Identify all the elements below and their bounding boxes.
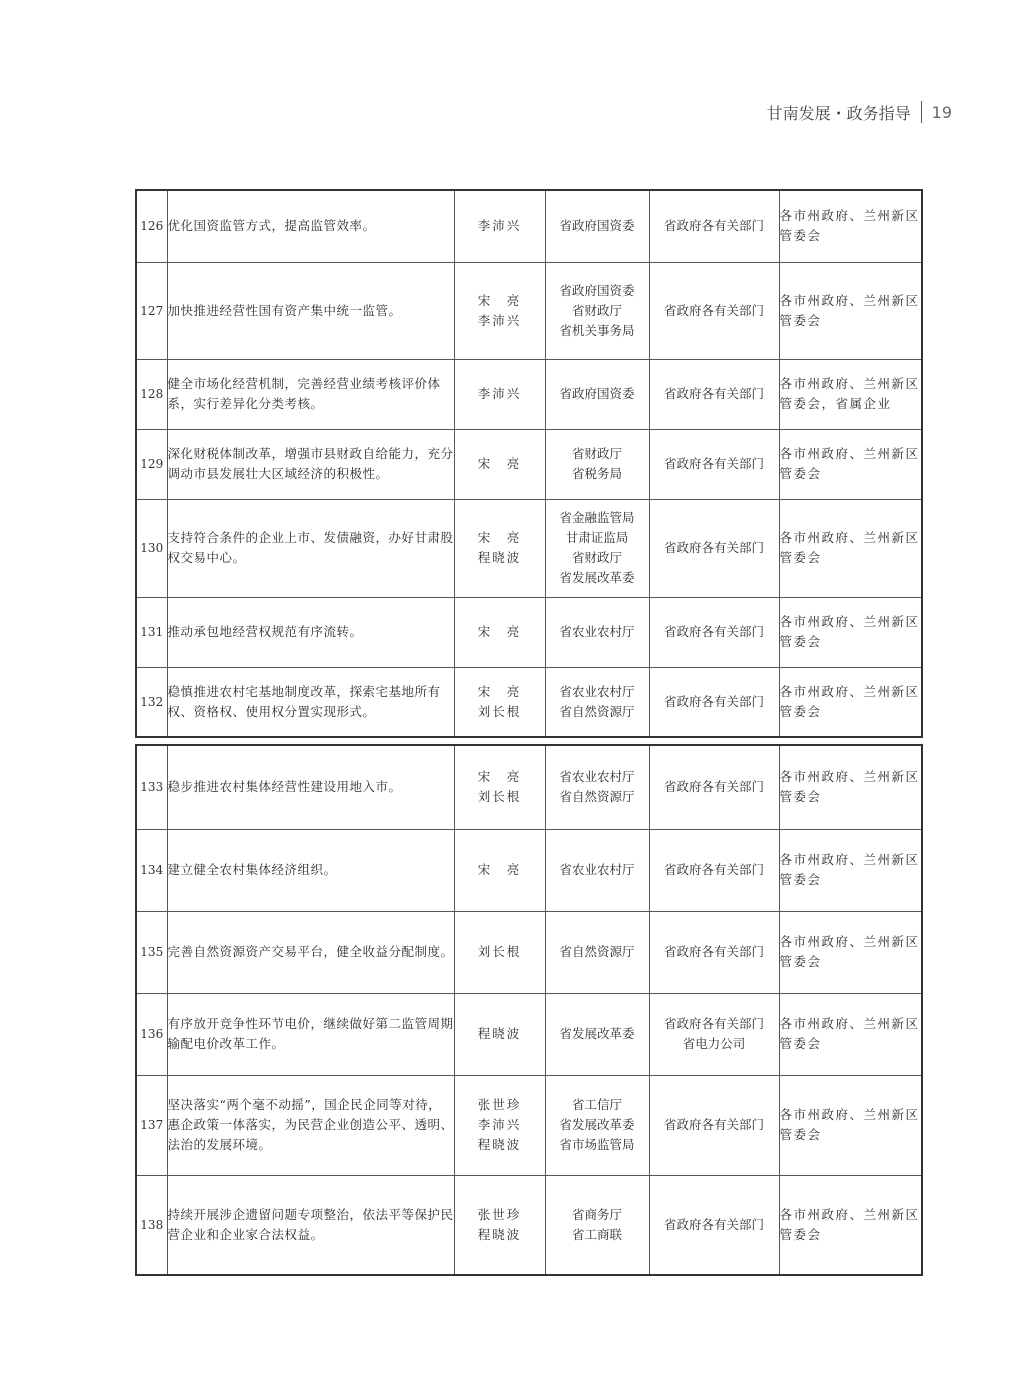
lead-department-line: 省商务厅 [571, 1206, 622, 1222]
responsible-leader-line: 刘长根 [477, 703, 522, 719]
row-number: 129 [136, 429, 167, 499]
lead-department-line: 省财政厅 [571, 446, 622, 461]
row-number: 133 [136, 745, 167, 829]
responsible-leader [454, 190, 545, 262]
lead-department-line: 省财政厅 [571, 550, 622, 565]
responsible-unit: 各市州政府、兰州新区管委会 [779, 190, 922, 262]
responsible-leader [454, 1175, 545, 1275]
cooperating-department [649, 499, 779, 597]
lead-department-line: 省市场监管局 [559, 1137, 635, 1152]
lead-department-line: 省工信厅 [571, 1097, 622, 1112]
lead-department-line: 省发展改革委 [559, 1117, 635, 1132]
responsible-leader [454, 993, 545, 1075]
cooperating-department [649, 190, 779, 262]
cooperating-department [649, 262, 779, 359]
row-number: 127 [136, 262, 167, 359]
responsible-unit: 各市州政府、兰州新区管委会 [779, 667, 922, 737]
lead-department [545, 1075, 649, 1175]
cooperating-department [649, 1075, 779, 1175]
table-row [136, 190, 922, 262]
responsible-unit: 各市州政府、兰州新区管委会 [779, 911, 922, 993]
cooperating-department-line: 省政府各有关部门 [663, 1216, 764, 1232]
cooperating-department-line: 省政府各有关部门 [663, 1016, 764, 1031]
responsible-leader-line: 李沛兴 [477, 312, 522, 328]
lead-department-line: 省自然资源厅 [559, 789, 635, 805]
responsible-unit: 各市州政府、兰州新区管委会 [779, 745, 922, 829]
responsible-unit: 各市州政府、兰州新区管委会 [779, 829, 922, 911]
row-number: 134 [136, 829, 167, 911]
responsible-leader-line: 张世珍 [477, 1206, 522, 1222]
responsible-leader [454, 262, 545, 359]
task-text: 深化财税体制改革，增强市县财政自给能力，充分调动市县发展壮大区域经济的积极性。 [167, 429, 454, 499]
table-row [136, 667, 922, 737]
lead-department-line: 省自然资源厅 [559, 703, 635, 719]
cooperating-department [649, 993, 779, 1075]
lead-department-line: 省机关事务局 [559, 322, 635, 338]
task-text: 支持符合条件的企业上市、发债融资，办好甘肃股权交易中心。 [167, 499, 454, 597]
row-number: 131 [136, 597, 167, 667]
cooperating-department [649, 1175, 779, 1275]
responsible-leader [454, 429, 545, 499]
responsible-leader [454, 911, 545, 993]
row-number: 136 [136, 993, 167, 1075]
cooperating-department [649, 745, 779, 829]
responsible-leader [454, 829, 545, 911]
lead-department-line: 省政府国资委 [559, 282, 635, 298]
running-header [767, 100, 952, 124]
lead-department [545, 499, 649, 597]
lead-department-line: 省发展改革委 [559, 1026, 635, 1041]
lead-department [545, 829, 649, 911]
task-text: 加快推进经营性国有资产集中统一监管。 [167, 262, 454, 359]
lead-department [545, 1175, 649, 1275]
responsible-leader [454, 499, 545, 597]
cooperating-department [649, 667, 779, 737]
task-text: 推动承包地经营权规范有序流转。 [167, 597, 454, 667]
lead-department [545, 993, 649, 1075]
cooperating-department [649, 359, 779, 429]
lead-department [545, 429, 649, 499]
lead-department [545, 262, 649, 359]
responsible-unit: 各市州政府、兰州新区管委会 [779, 993, 922, 1075]
cooperating-department-line: 省政府各有关部门 [663, 693, 764, 709]
responsible-leader [454, 667, 545, 737]
table-row [136, 499, 922, 597]
lead-department-line: 省政府国资委 [559, 218, 635, 234]
lead-department-line: 省农业农村厅 [559, 769, 635, 785]
cooperating-department-line: 省政府各有关部门 [663, 1117, 764, 1132]
cooperating-department-line: 省政府各有关部门 [663, 302, 764, 318]
responsible-leader-line: 李沛兴 [477, 218, 522, 234]
cooperating-department-line: 省政府各有关部门 [663, 540, 764, 555]
responsible-leader [454, 359, 545, 429]
responsible-leader [454, 597, 545, 667]
task-text: 稳慎推进农村宅基地制度改革，探索宅基地所有权、资格权、使用权分置实现形式。 [167, 667, 454, 737]
lead-department-line: 省财政厅 [571, 302, 622, 318]
lead-department [545, 359, 649, 429]
responsible-leader-line: 刘长根 [477, 789, 522, 805]
cooperating-department-line: 省电力公司 [682, 1036, 746, 1051]
cooperating-department-line: 省政府各有关部门 [663, 862, 764, 877]
responsible-leader-line: 程晓波 [477, 1026, 522, 1041]
responsible-unit: 各市州政府、兰州新区管委会 [779, 1175, 922, 1275]
task-text: 建立健全农村集体经济组织。 [167, 829, 454, 911]
responsible-leader-line: 李沛兴 [477, 386, 522, 401]
responsible-leader-line: 宋 亮 [477, 456, 522, 471]
lead-department-line: 省税务局 [571, 466, 622, 481]
responsible-leader-line: 张世珍 [477, 1097, 522, 1112]
responsible-leader-line: 宋 亮 [477, 530, 522, 545]
responsible-unit: 各市州政府、兰州新区管委会 [779, 499, 922, 597]
responsible-leader-line: 宋 亮 [477, 292, 522, 308]
cooperating-department-line: 省政府各有关部门 [663, 218, 764, 234]
responsible-unit: 各市州政府、兰州新区管委会 [779, 1075, 922, 1175]
task-text: 完善自然资源资产交易平台，健全收益分配制度。 [167, 911, 454, 993]
task-text: 坚决落实“两个毫不动摇”，国企民企同等对待，惠企政策一体落实，为民营企业创造公平、透明、法治的发展环境。 [167, 1075, 454, 1175]
lead-department-line: 省发展改革委 [559, 570, 635, 585]
task-table-1 [135, 189, 923, 738]
header-divider [921, 101, 922, 123]
responsible-unit: 各市州政府、兰州新区管委会 [779, 429, 922, 499]
responsible-unit: 各市州政府、兰州新区管委会，省属企业 [779, 359, 922, 429]
table-row [136, 429, 922, 499]
responsible-leader-line: 宋 亮 [477, 624, 522, 639]
cooperating-department [649, 429, 779, 499]
table-row [136, 993, 922, 1075]
lead-department [545, 745, 649, 829]
responsible-leader-line: 宋 亮 [477, 862, 522, 877]
lead-department-line: 省农业农村厅 [559, 862, 635, 877]
table-row [136, 262, 922, 359]
lead-department [545, 190, 649, 262]
row-number: 130 [136, 499, 167, 597]
row-number: 128 [136, 359, 167, 429]
lead-department-line: 省农业农村厅 [559, 624, 635, 639]
task-text: 有序放开竞争性环节电价，继续做好第二监管周期输配电价改革工作。 [167, 993, 454, 1075]
responsible-unit: 各市州政府、兰州新区管委会 [779, 262, 922, 359]
responsible-leader-line: 刘长根 [477, 944, 522, 959]
table-row [136, 597, 922, 667]
table-row [136, 1175, 922, 1275]
cooperating-department-line: 省政府各有关部门 [663, 944, 764, 959]
responsible-leader [454, 745, 545, 829]
task-text: 稳步推进农村集体经营性建设用地入市。 [167, 745, 454, 829]
table-row [136, 911, 922, 993]
lead-department [545, 911, 649, 993]
lead-department-line: 甘肃证监局 [565, 530, 629, 545]
task-text: 健全市场化经营机制，完善经营业绩考核评价体系，实行差异化分类考核。 [167, 359, 454, 429]
cooperating-department [649, 911, 779, 993]
row-number: 132 [136, 667, 167, 737]
responsible-leader-line: 程晓波 [477, 1137, 522, 1152]
lead-department [545, 667, 649, 737]
header-title: 甘南发展・政务指导 [766, 103, 911, 123]
cooperating-department-line: 省政府各有关部门 [663, 456, 764, 471]
page-number: 19 [931, 102, 952, 122]
lead-department [545, 597, 649, 667]
lead-department-line: 省农业农村厅 [559, 683, 635, 699]
table-row [136, 1075, 922, 1175]
cooperating-department [649, 829, 779, 911]
row-number: 137 [136, 1075, 167, 1175]
cooperating-department-line: 省政府各有关部门 [663, 386, 764, 401]
row-number: 135 [136, 911, 167, 993]
responsible-leader-line: 程晓波 [477, 550, 522, 565]
table-row [136, 745, 922, 829]
cooperating-department-line: 省政府各有关部门 [663, 779, 764, 795]
cooperating-department [649, 597, 779, 667]
responsible-unit: 各市州政府、兰州新区管委会 [779, 597, 922, 667]
table-row [136, 829, 922, 911]
task-text: 优化国资监管方式，提高监管效率。 [167, 190, 454, 262]
responsible-leader-line: 宋 亮 [477, 683, 522, 699]
responsible-leader-line: 程晓波 [477, 1226, 522, 1242]
responsible-leader-line: 李沛兴 [477, 1117, 522, 1132]
responsible-leader-line: 宋 亮 [477, 769, 522, 785]
lead-department-line: 省金融监管局 [559, 510, 635, 525]
task-table-2 [135, 744, 923, 1276]
responsible-leader [454, 1075, 545, 1175]
task-text: 持续开展涉企遗留问题专项整治，依法平等保护民营企业和企业家合法权益。 [167, 1175, 454, 1275]
row-number: 126 [136, 190, 167, 262]
lead-department-line: 省工商联 [571, 1226, 622, 1242]
cooperating-department-line: 省政府各有关部门 [663, 624, 764, 639]
lead-department-line: 省政府国资委 [559, 386, 635, 401]
lead-department-line: 省自然资源厅 [559, 944, 635, 959]
table-row [136, 359, 922, 429]
row-number: 138 [136, 1175, 167, 1275]
